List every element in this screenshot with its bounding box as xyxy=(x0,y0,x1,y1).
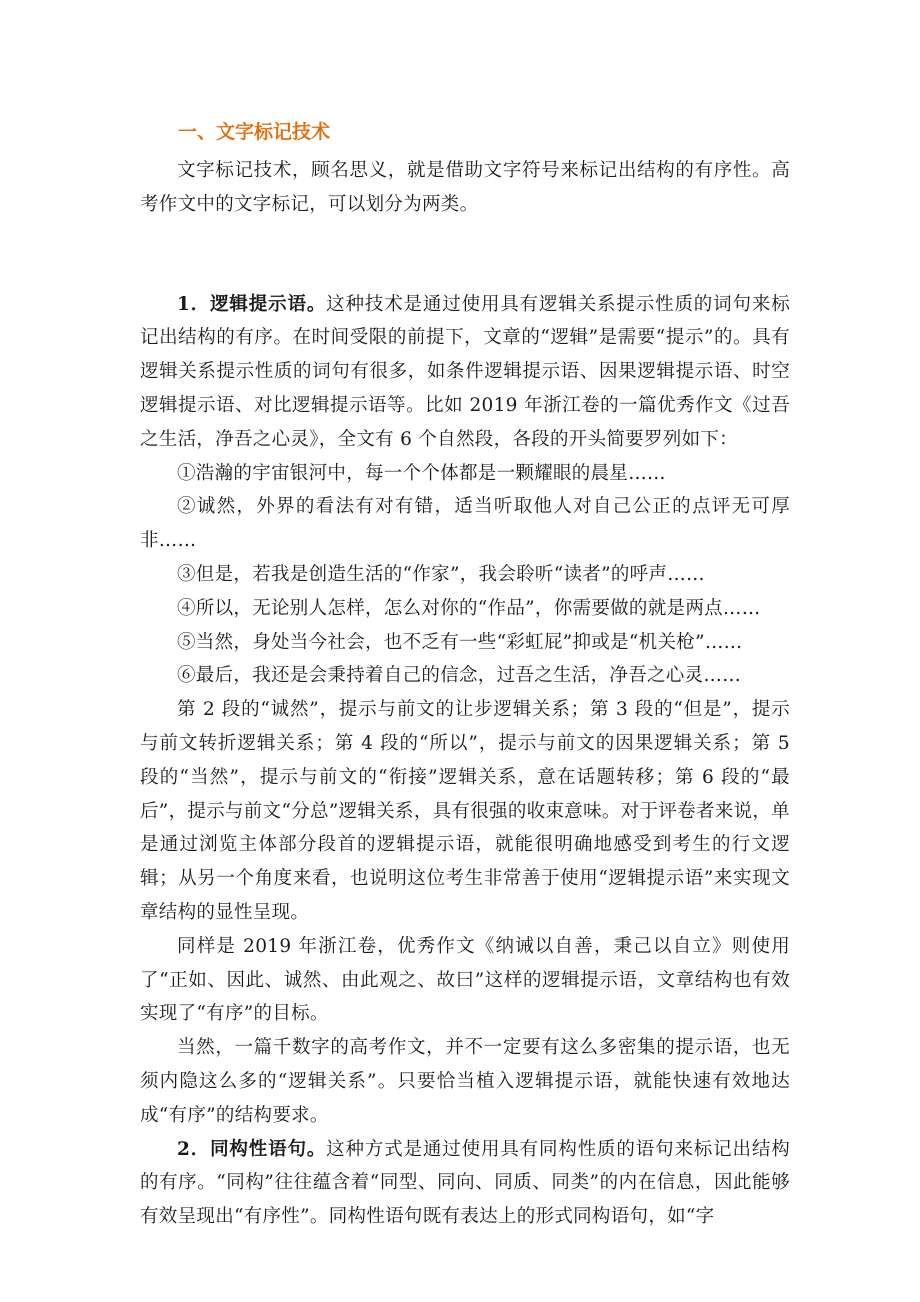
item2-paragraph xyxy=(140,1133,790,1234)
document-page xyxy=(140,114,790,1234)
intro-paragraph: 文字标记技术，顾名思义，就是借助文字符号来标记出结构的有序性。高考作文中的文字标记，可以划分为两类。 xyxy=(140,160,790,215)
paragraph-gap xyxy=(140,222,790,288)
list-item: ⑤当然，身处当今社会，也不乏有一些“彩虹屁”抑或是“机关枪”…… xyxy=(177,631,743,653)
example2-paragraph: 同样是 2019 年浙江卷，优秀作文《纳诫以自善，秉己以自立》则使用了“正如、因此、诚然、由此观之、故曰”这样的逻辑提示语，文章结构也有效实现了“有序”的目标。 xyxy=(140,935,790,1025)
list-item: ①浩瀚的宇宙银河中，每一个个体都是一颗耀眼的晨星…… xyxy=(177,462,666,484)
item1-paragraph xyxy=(140,288,790,457)
analysis-paragraph: 第 2 段的“诚然”，提示与前文的让步逻辑关系；第 3 段的“但是”，提示与前文转折逻辑关系；第 4 段的“所以”，提示与前文的因果逻辑关系；第 5 段的“当然”，提示与前文的“衔接”逻辑关系，意在话题转移；第 6 段的“最后”，提示与前文“分总”逻辑关系，具有很强的收束意味。对于评卷者来说，单是通过浏览主体部分段首的逻辑提示语，就能很明确地感受到考生的行文逻辑；从另一个角度来看，也说明这位考生非常善于使用“逻辑提示语”来实现文章结构的显性呈现。 xyxy=(140,699,790,923)
item1-text: 这种技术是通过使用具有逻辑关系提示性质的词句来标记出结构的有序。在时间受限的前提下，文章的“逻辑”是需要“提示”的。具有逻辑关系提示性质的词句有很多，如条件逻辑提示语、因果逻辑提示语、时空逻辑提示语、对比逻辑提示语等。比如 2019 年浙江卷的一篇优秀作文《过吾之生活，净吾之心灵》，全文有 6 个自然段，各段的开头简要罗列如下： xyxy=(140,293,790,450)
list-item: ②诚然，外界的看法有对有错，适当听取他人对自己公正的点评无可厚非…… xyxy=(140,496,790,552)
item2-text: 这种方式是通过使用具有同构性质的语句来标记出结构的有序。“同构”往往蕴含着“同型、同向、同质、同类”的内在信息，因此能够有效呈现出“有序性”。同构性语句既有表达上的形式同构语句，如“字 xyxy=(140,1138,790,1228)
list-item: ⑥最后，我还是会秉持着自己的信念，过吾之生活，净吾之心灵…… xyxy=(177,665,742,687)
item1-lead: 1．逻辑提示语。 xyxy=(177,293,327,315)
item2-lead: 2．同构性语句。 xyxy=(177,1138,327,1160)
note-paragraph: 当然，一篇千数字的高考作文，并不一定要有这么多密集的提示语，也无须内隐这么多的“逻辑关系”。只要恰当植入逻辑提示语，就能快速有效地达成“有序”的结构要求。 xyxy=(140,1037,790,1126)
list-item: ④所以，无论别人怎样，怎么对你的“作品”，你需要做的就是两点…… xyxy=(177,597,761,619)
list-item: ③但是，若我是创造生活的“作家”，我会聆听“读者”的呼声…… xyxy=(177,563,705,585)
section-title: 一、文字标记技术 xyxy=(178,121,331,143)
